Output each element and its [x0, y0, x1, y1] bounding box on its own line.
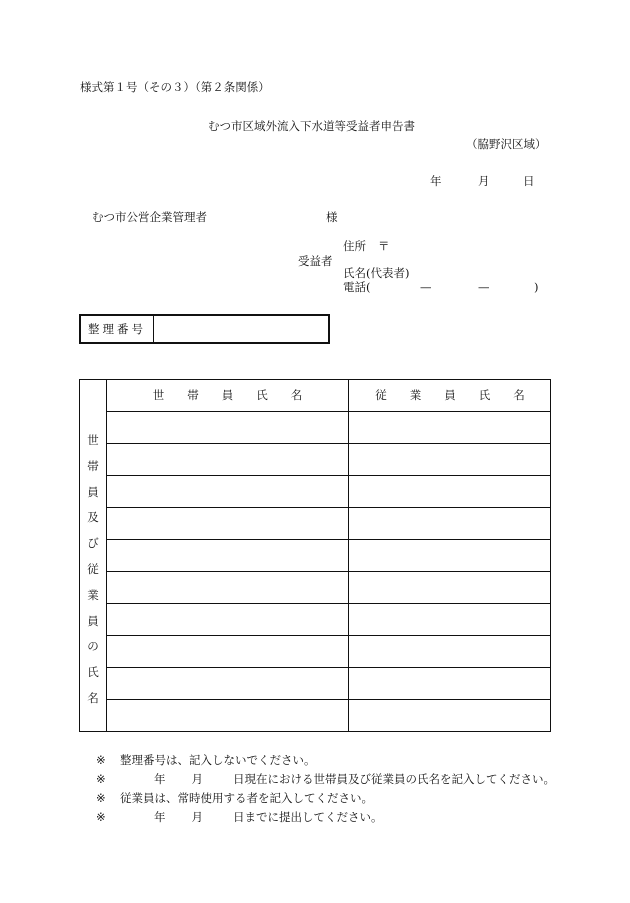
side-label-char: 帯 [87, 458, 99, 473]
note-line [96, 812, 383, 824]
note-mark: ※ [96, 772, 106, 786]
header-employees: 従 業 員 氏 名 [375, 388, 525, 402]
household-member-name-cell[interactable] [107, 508, 348, 538]
household-member-name-cell[interactable] [107, 700, 348, 730]
side-label-char: の [87, 639, 99, 654]
note-text: 整理番号は、記入しないでください。 [120, 753, 316, 767]
side-label-char: び [87, 536, 99, 551]
form-code: 様式第１号（その３）（第２条関係） [80, 80, 270, 94]
household-member-name-cell[interactable] [107, 540, 348, 570]
note-text: 月 [191, 810, 203, 824]
phone-dash-2: — [478, 280, 490, 294]
employee-name-cell[interactable] [349, 604, 550, 634]
date-year-label: 年 [430, 174, 442, 188]
employee-name-cell[interactable] [349, 540, 550, 570]
address-label: 住所 [343, 239, 366, 253]
note-mark: ※ [96, 810, 106, 824]
side-label-char: 名 [87, 690, 99, 705]
side-label-char: 氏 [87, 665, 99, 680]
side-label-char: 業 [87, 587, 99, 602]
side-label-char: 従 [87, 561, 99, 576]
household-member-name-cell[interactable] [107, 412, 348, 442]
note-text: 月 [191, 772, 203, 786]
side-label-char: 員 [87, 484, 99, 499]
postal-mark: 〒 [378, 239, 390, 253]
roster-side-label [80, 428, 106, 712]
employee-name-cell[interactable] [349, 508, 550, 538]
household-member-name-cell[interactable] [107, 572, 348, 602]
note-text: 従業員は、常時使用する者を記入してください。 [120, 791, 373, 805]
household-member-name-cell[interactable] [107, 604, 348, 634]
household-member-name-cell[interactable] [107, 636, 348, 666]
note-text: 日までに提出してください。 [233, 810, 383, 824]
employee-name-cell[interactable] [349, 636, 550, 666]
roster-side-column [80, 380, 107, 731]
note-mark: ※ [96, 753, 106, 767]
reference-number-box [79, 314, 330, 344]
employee-name-cell[interactable] [349, 668, 550, 698]
document-title: むつ市区域外流入下水道等受益者申告書 [208, 119, 415, 133]
reference-number-field[interactable] [154, 316, 328, 342]
note-text: 年 [154, 772, 166, 786]
phone-close-paren: ) [534, 280, 539, 294]
household-member-name-cell[interactable] [107, 444, 348, 474]
addressee-honorific: 様 [326, 210, 338, 224]
note-line [96, 755, 316, 767]
household-member-name-cell[interactable] [107, 476, 348, 506]
employee-name-cell[interactable] [349, 412, 550, 442]
note-text: 年 [154, 810, 166, 824]
side-label-char: 員 [87, 613, 99, 628]
reference-number-label: 整理番号 [81, 316, 154, 342]
note-line [96, 793, 373, 805]
note-text: 日現在における世帯員及び従業員の氏名を記入してください。 [233, 772, 555, 786]
date-month-label: 月 [478, 174, 490, 188]
phone-label: 電話( [343, 280, 371, 294]
roster-table [79, 379, 551, 732]
employee-name-cell[interactable] [349, 444, 550, 474]
area-label: （脇野沢区域） [466, 137, 547, 151]
phone-dash-1: — [420, 280, 432, 294]
date-day-label: 日 [523, 174, 535, 188]
household-member-name-cell[interactable] [107, 668, 348, 698]
note-line [96, 774, 555, 786]
side-label-char: 及 [87, 510, 99, 525]
side-label-char: 世 [87, 433, 99, 447]
name-label: 氏名(代表者) [343, 266, 410, 280]
header-household-members: 世 帯 員 氏 名 [152, 388, 303, 402]
employee-name-cell[interactable] [349, 476, 550, 506]
employee-name-cell[interactable] [349, 572, 550, 602]
employee-name-cell[interactable] [349, 700, 550, 730]
note-mark: ※ [96, 791, 106, 805]
beneficiary-label: 受益者 [298, 254, 333, 268]
addressee-name: むつ市公営企業管理者 [92, 210, 207, 224]
